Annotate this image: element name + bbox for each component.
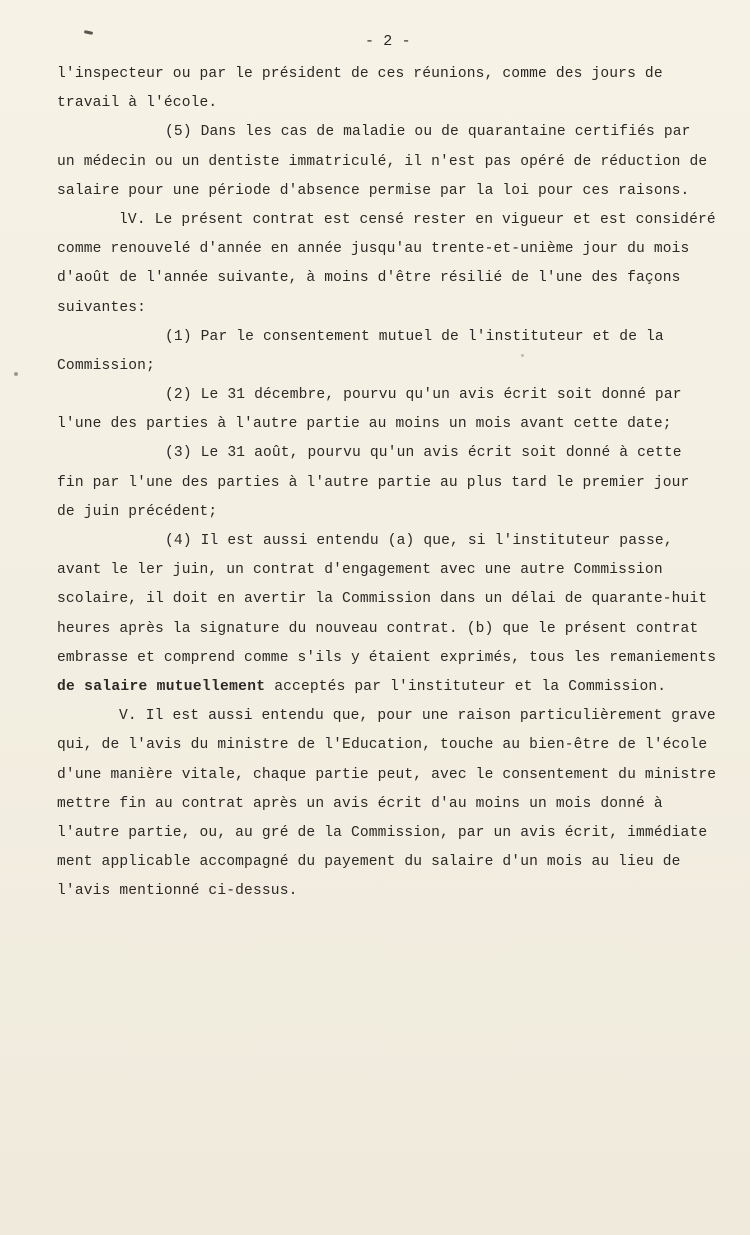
text-line: un médecin ou un dentiste immatriculé, il n'est pas opéré de réduction de (57, 153, 708, 170)
text-line: d'une manière vitale, chaque partie peut, avec le consentement du ministre (57, 766, 717, 783)
text-line: scolaire, il doit en avertir la Commission dans un délai de quarante-huit (57, 591, 708, 608)
text-line: comme renouvelé d'année en année jusqu'au trente-et-unième jour du mois (57, 241, 690, 258)
text-line (57, 673, 727, 702)
text-line: avant le ler juin, un contrat d'engagement avec une autre Commission (57, 562, 663, 579)
text-line: salaire pour une période d'absence permise par la loi pour ces raisons. (57, 182, 690, 199)
page-number: - 2 - (365, 33, 411, 50)
text-line: l'autre partie, ou, au gré de la Commission, par un avis écrit, immédiate (57, 824, 708, 841)
text-line: suivantes: (57, 299, 147, 316)
text-line: mettre fin au contrat après un avis écrit d'au moins un mois donné à (57, 795, 663, 812)
text-line: (2) Le 31 décembre, pourvu qu'un avis écrit soit donné par (165, 387, 682, 404)
text-line: Commission; (57, 357, 155, 374)
text-line: heures après la signature du nouveau contrat. (b) que le présent contrat (57, 620, 699, 637)
ink-mark (84, 30, 93, 35)
text-line: ment applicable accompagné du payement du salaire d'un mois au lieu de (57, 854, 681, 871)
text-line: d'août de l'année suivante, à moins d'être résilié de l'une des façons (57, 270, 681, 287)
text-line: travail à l'école. (57, 95, 218, 112)
text-line: de juin précédent; (57, 503, 218, 520)
text-line: l'avis mentionné ci-dessus. (57, 883, 298, 900)
ink-speck (14, 372, 18, 376)
text-line: embrasse et comprend comme s'ils y étaient exprimés, tous les remaniements (57, 649, 717, 666)
line-text: acceptés par l'instituteur et la Commission. (265, 678, 667, 695)
text-line: lV. Le présent contrat est censé rester en vigueur et est considéré (119, 211, 716, 228)
text-line: l'inspecteur ou par le président de ces réunions, comme des jours de (57, 66, 663, 82)
text-line: fin par l'une des parties à l'autre partie au plus tard le premier jour (57, 474, 690, 491)
text-line: (5) Dans les cas de maladie ou de quarantaine certifiés par (165, 124, 691, 141)
text-line: (4) Il est aussi entendu (a) que, si l'instituteur passe, (165, 533, 673, 549)
text-line: l'une des parties à l'autre partie au moins un mois avant cette date; (57, 416, 672, 433)
document-body (57, 60, 727, 906)
text-line: V. Il est aussi entendu que, pour une raison particulièrement grave (119, 708, 716, 725)
bold-text: de salaire mutuellement (57, 678, 266, 695)
text-line: (1) Par le consentement mutuel de l'instituteur et de la (165, 328, 664, 345)
text-line: (3) Le 31 août, pourvu qu'un avis écrit soit donné à cette (165, 445, 682, 462)
text-line: qui, de l'avis du ministre de l'Education, touche au bien-être de l'école (57, 737, 708, 754)
